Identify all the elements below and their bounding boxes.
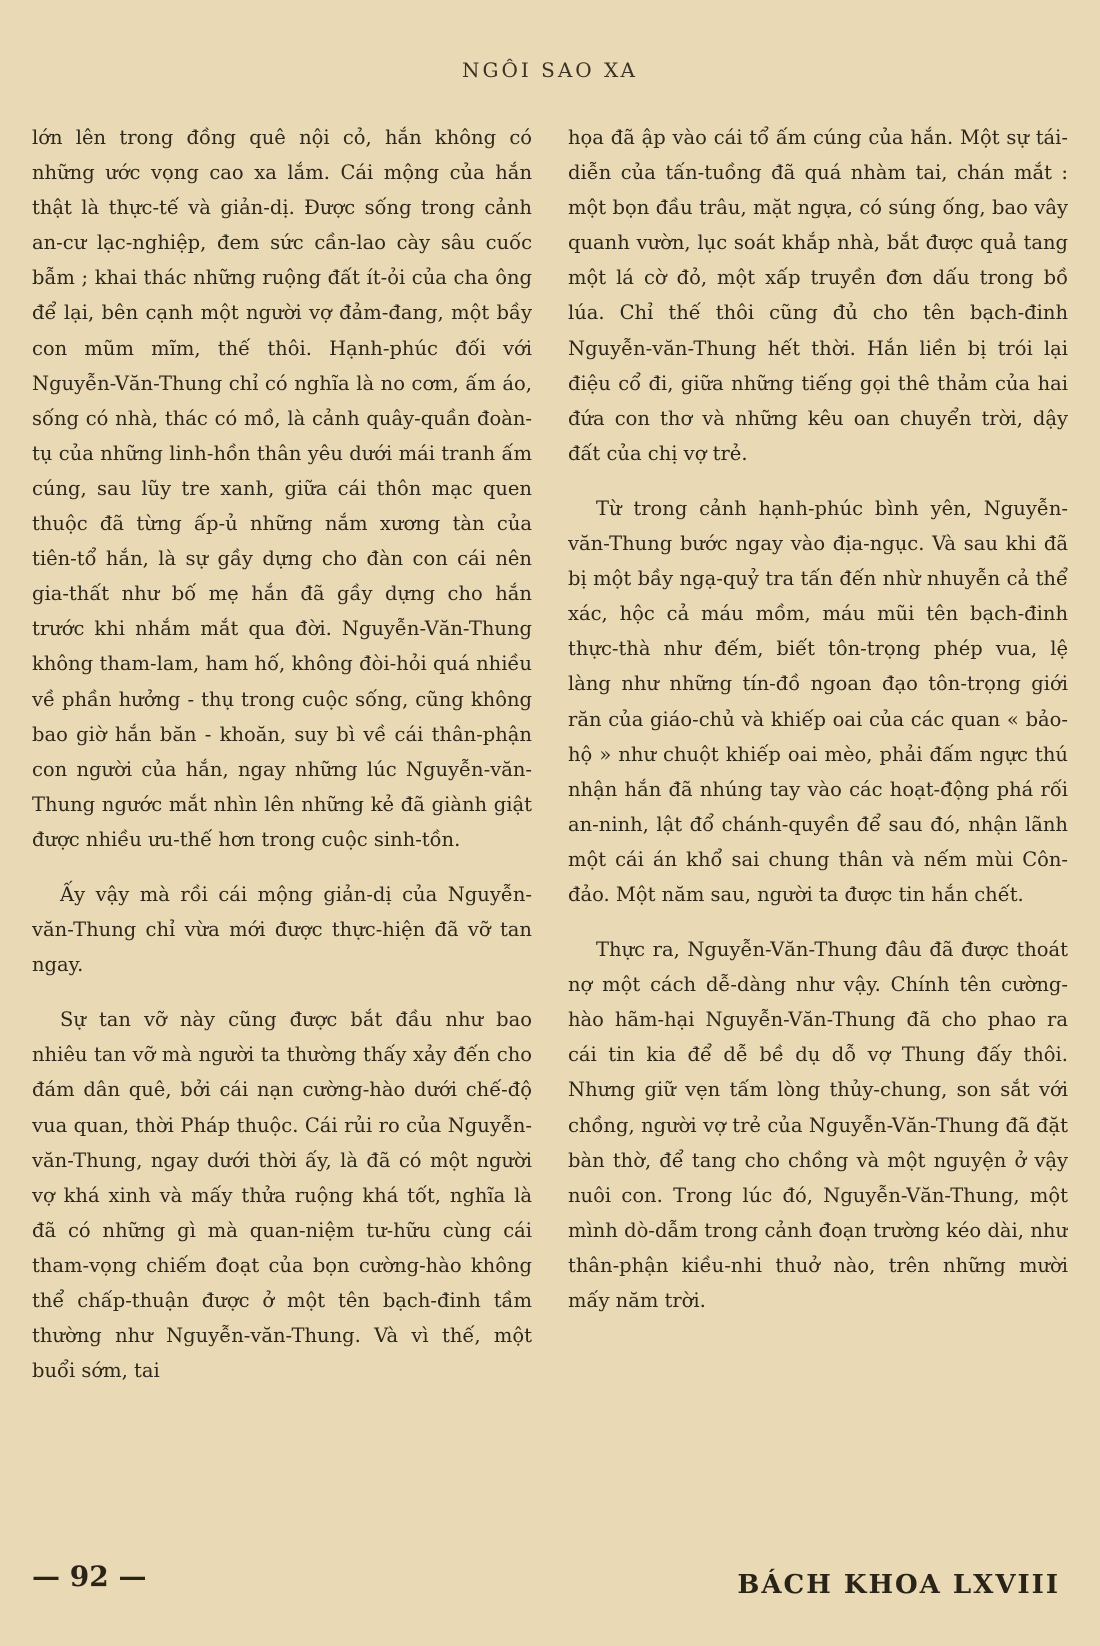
page-number: — 92 — (32, 1560, 147, 1593)
paragraph: họa đã ập vào cái tổ ấm cúng của hắn. Một sự tái-diễn của tấn-tuồng đã quá nhàm tai, chán mắt : một bọn đầu trâu, mặt ngựa, có súng ống, bao vây quanh vườn, lục soát khắp nhà, bắt được quả tang một lá cờ đỏ, một xấp truyền đơn dấu trong bồ lúa. Chỉ thế thôi cũng đủ cho tên bạch-đinh Nguyễn-văn-Thung hết thời. Hắn liền bị trói lại điệu cổ đi, giữa những tiếng gọi thê thảm của hai đứa con thơ và những kêu oan chuyển trời, dậy đất của chị vợ trẻ. (568, 126, 1068, 465)
paragraph: Ấy vậy mà rồi cái mộng giản-dị của Nguyễn-văn-Thung chỉ vừa mới được thực-hiện đã vỡ tan ngay. (32, 882, 532, 977)
paragraph: Thực ra, Nguyễn-Văn-Thung đâu đã được thoát nợ một cách dễ-dàng như vậy. Chính tên cường-hào hãm-hại Nguyễn-Văn-Thung đã cho phao ra cái tin kia để dễ bề dụ dỗ vợ Thung đấy thôi. Nhưng giữ vẹn tấm lòng thủy-chung, son sắt với chồng, người vợ trẻ của Nguyễn-Văn-Thung đã đặt bàn thờ, để tang cho chồng và một nguyện ở vậy nuôi con. Trong lúc đó, Nguyễn-Văn-Thung, một mình dò-dẫm trong cảnh đoạn trường kéo dài, như thân-phận kiều-nhi thuở nào, trên những mười mấy năm trời. (568, 938, 1068, 1312)
left-column (32, 120, 532, 1550)
paragraph: Từ trong cảnh hạnh-phúc bình yên, Nguyễn-văn-Thung bước ngay vào địa-ngục. Và sau khi đã bị một bầy ngạ-quỷ tra tấn đến nhừ nhuyễn cả thể xác, hộc cả máu mồm, máu mũi tên bạch-đinh thực-thà như đếm, biết tôn-trọng phép vua, lệ làng như những tín-đồ ngoan đạo tôn-trọng giới răn của giáo-chủ và khiếp oai của các quan « bảo-hộ » như chuột khiếp oai mèo, phải đấm ngực thú nhận hắn đã nhúng tay vào các hoạt-động phá rối an-ninh, lật đổ chánh-quyền để sau đó, nhận lãnh một cái án khổ sai chung thân và nếm mùi Côn-đảo. Một năm sau, người ta được tin hắn chết. (568, 496, 1068, 906)
journal-title: BÁCH KHOA LXVIII (737, 1570, 1060, 1600)
paragraph: Sự tan vỡ này cũng được bắt đầu như bao nhiêu tan vỡ mà người ta thường thấy xảy đến cho đám dân quê, bởi cái nạn cường-hào dưới chế-độ vua quan, thời Pháp thuộc. Cái rủi ro của Nguyễn-văn-Thung, ngay dưới thời ấy, là đã có một người vợ khá xinh và mấy thửa ruộng khá tốt, nghĩa là đã có những gì mà quan-niệm tư-hữu cùng cái tham-vọng chiếm đoạt của bọn cường-hào không thể chấp-thuận được ở một tên bạch-đinh tầm thường như Nguyễn-văn-Thung. Và vì thế, một buổi sớm, tai (32, 1008, 532, 1383)
text-columns (32, 120, 1068, 1550)
right-column (568, 120, 1068, 1550)
running-title: NGÔI SAO XA (462, 58, 638, 82)
paragraph: lớn lên trong đồng quê nội cỏ, hắn không có những ước vọng cao xa lắm. Cái mộng của hắn thật là thực-tế và giản-dị. Được sống trong cảnh an-cư lạc-nghiệp, đem sức cần-lao cày sâu cuốc bẫm ; khai thác những ruộng đất ít-ỏi của cha ông để lại, bên cạnh một người vợ đảm-đang, một bầy con mũm mĩm, thế thôi. Hạnh-phúc đối với Nguyễn-Văn-Thung chỉ có nghĩa là no cơm, ấm áo, sống có nhà, thác có mồ, là cảnh quây-quần đoàn-tụ của những linh-hồn thân yêu dưới mái tranh ấm cúng, sau lũy tre xanh, giữa cái thôn mạc quen thuộc đã từng ấp-ủ những nắm xương tàn của tiên-tổ hắn, là sự gầy dựng cho đàn con cái nên gia-thất như bố mẹ hắn đã gầy dựng cho hắn trước khi nhắm mắt qua đời. Nguyễn-Văn-Thung không tham-lam, ham hố, không đòi-hỏi quá nhiều về phần hưởng - thụ trong cuộc sống, cũng không bao giờ hắn băn - khoăn, suy bì về cái thân-phận con người của hắn, ngay những lúc Nguyễn-văn-Thung ngước mắt nhìn lên những kẻ đã giành giật được nhiều ưu-thế hơn trong cuộc sinh-tồn. (32, 126, 532, 851)
